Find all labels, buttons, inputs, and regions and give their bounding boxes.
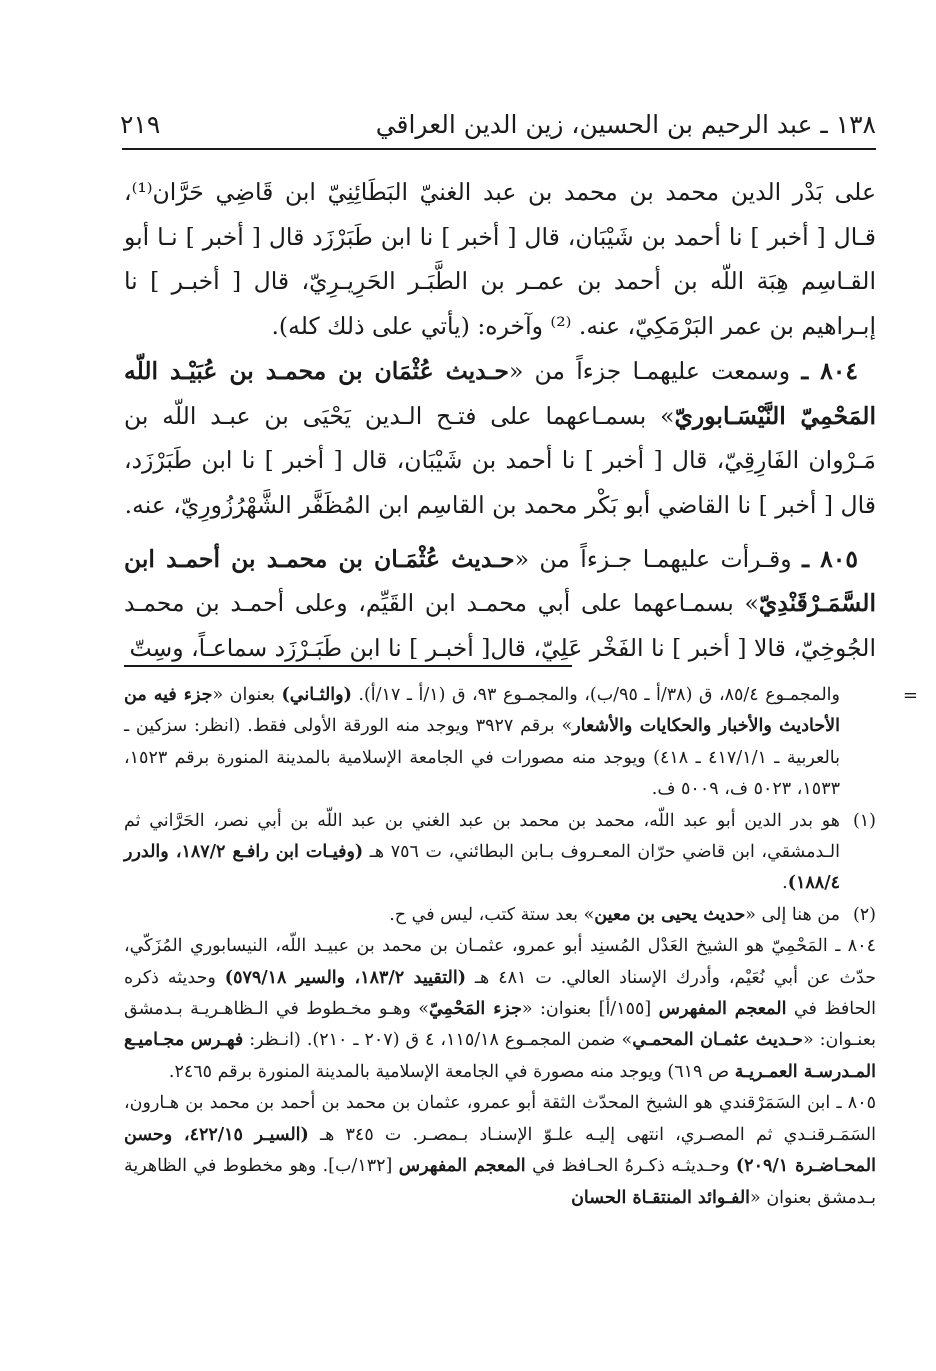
footnote-805-text-a: ٨٠٥ ـ ابن السَمَرْقندي هو الشيخ المحدّث الثقة أبو عمرو، عثمان بن محمد بن أحمد بن محمد بن هـارون، السَمَـرقنـدي ثم المصـري، انتهى إليـه علـوّ الإسنـاد بـمصـر. ت ٣٤٥ هـ (124, 1093, 877, 1145)
footnote-805-text-f: الفـوائد المنتقـاة الحسان (571, 1187, 751, 1208)
footnote-804-text-j: فهـرس مجـاميـع المـدرسـة العمـريـة (124, 1030, 876, 1082)
paragraph-804 (124, 349, 876, 528)
footnote-2-text-c: » بعد ستة كتب، ليس في ح. (389, 904, 595, 925)
footnote-1-text-b: (وفيـات ابن رافـع ١٨٧/٢، والدرر ١٨٨/٤) (124, 842, 840, 894)
footnote-805 (124, 1088, 876, 1214)
footnote-805-text-d: المعجم المفهرس (398, 1156, 526, 1177)
footnote-2-marker: (٢) (852, 904, 876, 925)
entry-804-title: حـديث عُثْمَان بن محمـد بن عُبَيْـد اللّه المَحْمِيّ النَّيْسَـابوريّ (124, 356, 876, 430)
footnote-1-marker: (١) (852, 810, 876, 831)
footnote-1-text-c: . (782, 873, 788, 894)
footnote-804-text-b: (التقييد ١٨٣/٢، والسير ٥٧٩/١٨) (224, 967, 467, 988)
footnote-805-text-c: وحـديثـه ذكـرهُ الحـافظ في (525, 1156, 736, 1177)
footnote-805-text-b: (السيـر ٤٢٢/١٥، وحسن المحـاضـرة ٢٠٩/١) (124, 1124, 876, 1177)
footnote-804-text-f: جزء المَحْمِيّ (428, 999, 522, 1020)
footnote-2-text-a: من هنا إلى « (745, 904, 840, 925)
main-text (124, 170, 876, 671)
running-title: ١٣٨ ـ عبد الرحيم بن الحسين، زين الدين العراقي (375, 110, 876, 139)
footnote-1-text-a: هو بدر الدين أبو عبد اللّه، محمد بن محمد بن عبد الغني بن عبد اللّه بن أبي نصر، الحَرَّاني ثم الـدمشقي، ابن قاضي حرّان المعـروف بـابن البطائني، ت ٧٥٦ هـ (124, 810, 841, 863)
footnote-804-text-c: وحديثه ذكره الحافظ في (124, 967, 877, 1020)
paragraph-1: على بَدْر الدين محمد بن محمد بن عبد الغنيّ البَطَائِنِيّ ابن قَاضِي حَرَّان⁽¹⁾، قـال [ أخبر ] نا أحمد بن شَيْبَان، قال [ أخبر ] نا ابن طَبَرْزَد قال [ أخبر ] نـا أبو القـاسِم هِبَة اللّه بن أحمد بن عمـر بن الطَّبَـر الحَرِيـرِيّ، قال [ أخبـر ] نا إبـراهيم بن عمر البَرْمَكِيّ، عنه. ⁽²⁾ وآخره: (يأتي على ذلك كله). (124, 178, 876, 341)
footnote-804-text-h: حـديث عثمـان المحمـي (632, 1030, 803, 1051)
entry-805-body: » بسمـاعهما على أبي محمـد ابن القَيِّم، وعلى أحمـد بن محمـد الجُوخِيّ، قالا [ أخبر ] نا الفَخْر عَلِيّ، قال[ أخبـر ] نا ابن طَبَـرْزَد سماعـاً، وسِتّ (124, 589, 876, 663)
footnote-2-text-b: حديث يحيى بن معين (594, 904, 746, 925)
footnote-continued-text-e: » برقم ٣٩٢٧ ويوجد منه الورقة الأولى فقط. (انظر: سزكين ـ بالعربية ـ ٤١٧/١/١ ـ ٤١٨) ويوجد منه مصورات في الجامعة الإسلامية بالمدينة المنورة برقم ١٥٢٣، ١٥٣٣، ٥٠٢٣ ف، ٥٠٠٩ ف. (124, 716, 840, 800)
footnote-804-text-g: » وهـو مخـطوط في الـظاهـريـة بـدمشق بعنـوان: « (124, 999, 877, 1051)
footnote-continued (124, 680, 918, 806)
entry-804-body: » بسمـاعهما على فتـح الـدين يَحْيَى بن عبـد اللّه بن مَـرْوان الفَارِقِيّ، قال [ أخبر ] نا أحمد بن شَيْبَان، قال [ أخبر ] نا ابن طَبَرْزَد، قال [ أخبر ] نا القاضي أبو بَكْر محمد بن القاسِم ابن المُظَفَّر الشَّهْرُزُورِيّ، عنه. (124, 401, 876, 519)
page-number: ٢١٩ (120, 110, 161, 139)
footnote-2 (124, 900, 876, 931)
entry-number-805: ٨٠٥ ـ (802, 544, 858, 573)
footnote-1 (124, 806, 876, 900)
footnotes (124, 680, 918, 1214)
header-rule (122, 148, 876, 150)
entry-804-intro: وسمعت عليهمـا جزءاً من « (508, 356, 802, 385)
paragraph-805 (124, 537, 876, 671)
footnote-804-text-k: ص ٦١٩) ويوجد منه مصورة في الجامعة الإسلامية بالمدينة المنورة برقم ٢٤٦٥. (168, 1061, 735, 1082)
page-header (120, 96, 876, 142)
footnote-continued-text-a: والمجمـوع ٨٥/٤، ق (٣٨/أ ـ ٩٥/ب)، والمجمـوع ٩٣، ق (١/أ ـ ١٧/أ). (351, 685, 840, 705)
footnote-805-text-e: [١٣٢/ب]. وهو مخطوط في الظاهرية بـدمشق بعنوان « (124, 1156, 876, 1208)
footnote-804-text-i: » ضمن المجمـوع ١١٥/١٨، ٤ ق (٢٠٧ ـ ٢١٠). (انـظر: (243, 1030, 633, 1051)
footnote-continued-text-c: بعنوان « (212, 685, 282, 705)
entry-805-title: حـديث عُثْمَـان بن محمـد بن أحمـد ابن السَّمَـرْقَنْدِيّ (124, 544, 876, 618)
footnote-rule (124, 665, 572, 667)
footnote-804-text-a: ٨٠٤ ـ المَحْمِيّ هو الشيخ العَدْل المُسنِد أبو عمرو، عثمـان بن محمد بن عبيـد اللّه، النيسابوري المُزَكّي، حدّث عن أبي نُعَيْم، وأدرك الإسناد العالي. ت ٤٨١ هـ (124, 936, 877, 988)
continuation-sign: = (902, 685, 918, 706)
entry-number-804: ٨٠٤ ـ (801, 356, 858, 385)
footnote-continued-text-b: (والثـاني) (281, 685, 352, 705)
footnote-804 (124, 931, 876, 1088)
footnote-804-text-d: المعجم المفهرس (658, 999, 787, 1020)
footnote-804-text-e: [١٥٥/أ] بعنوان: « (521, 999, 659, 1020)
footnote-continued-text-d: جزء فيه من الأحاديث والأخبار والحكايات والأشعار (124, 685, 840, 737)
entry-805-intro: وقـرأت عليهمـا جـزءاً من « (514, 544, 803, 573)
